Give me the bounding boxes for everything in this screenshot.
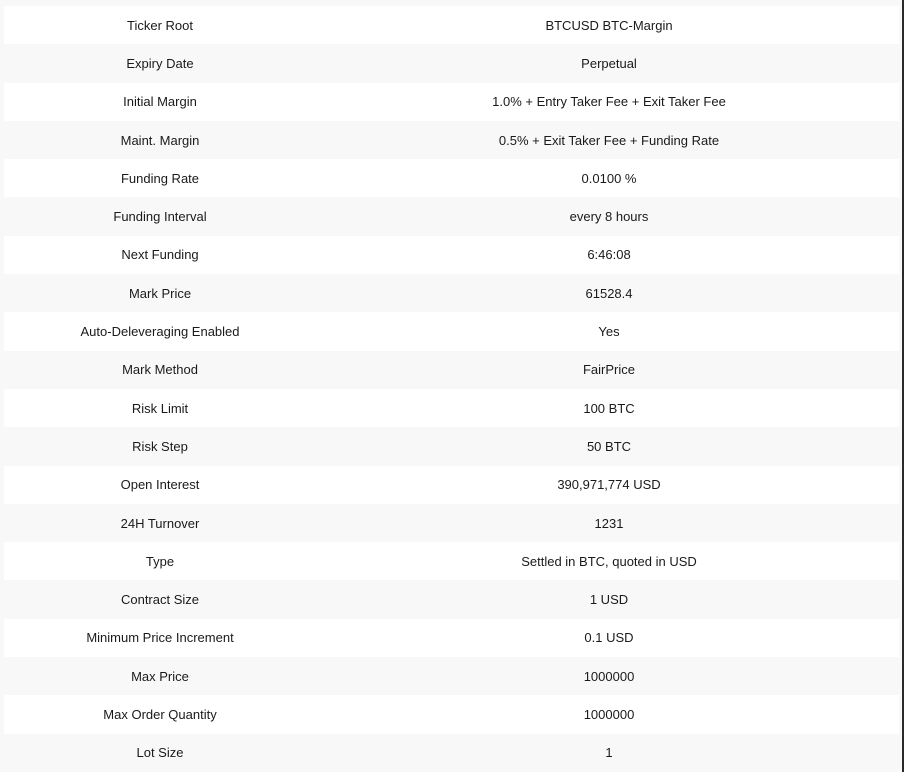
table-row	[4, 734, 899, 772]
spec-label: Type	[145, 553, 175, 569]
spec-label: Maint. Margin	[120, 132, 200, 148]
spec-value: 1000000	[583, 706, 635, 722]
table-row	[4, 159, 899, 197]
spec-value: Yes	[598, 324, 620, 340]
spec-label: Lot Size	[136, 745, 184, 761]
spec-label: Next Funding	[121, 247, 199, 263]
spec-label: Risk Step	[132, 438, 188, 454]
spec-label: Ticker Root	[127, 17, 193, 33]
table-row	[4, 274, 899, 312]
spec-value: every 8 hours	[569, 209, 649, 225]
spec-label: 24H Turnover	[120, 515, 200, 531]
spec-label: Contract Size	[120, 592, 200, 608]
spec-value: FairPrice	[582, 362, 635, 378]
spec-label: Risk Limit	[131, 400, 189, 416]
spec-label: Mark Method	[122, 362, 198, 378]
table-row	[4, 695, 899, 733]
spec-label: Max Order Quantity	[103, 706, 217, 722]
spec-value: BTCUSD BTC-Margin	[545, 17, 673, 33]
spec-value: 390,971,774 USD	[557, 477, 661, 493]
spec-value: 1000000	[583, 668, 635, 684]
spec-value: Perpetual	[581, 55, 637, 71]
table-row	[4, 197, 899, 235]
table-row	[4, 580, 899, 618]
spec-value: 61528.4	[585, 285, 633, 301]
spec-value: 6:46:08	[587, 247, 631, 263]
spec-label: Funding Interval	[113, 209, 207, 225]
spec-value: Settled in BTC, quoted in USD	[521, 553, 697, 569]
table-row	[4, 44, 899, 82]
table-row	[4, 504, 899, 542]
spec-label: Open Interest	[120, 477, 200, 493]
table-row	[4, 351, 899, 389]
spec-value: 50 BTC	[586, 438, 632, 454]
table-row	[4, 6, 899, 44]
table-row	[4, 427, 899, 465]
spec-label: Max Price	[131, 668, 189, 684]
spec-value: 100 BTC	[583, 400, 635, 416]
table-row	[4, 83, 899, 121]
spec-label: Mark Price	[128, 285, 192, 301]
table-row	[4, 389, 899, 427]
spec-value: 0.5% + Exit Taker Fee + Funding Rate	[498, 132, 720, 148]
spec-label: Expiry Date	[126, 55, 194, 71]
spec-value: 1	[605, 745, 613, 761]
spec-value: 0.1 USD	[584, 630, 634, 646]
table-row	[4, 657, 899, 695]
table-row	[4, 466, 899, 504]
table-row	[4, 121, 899, 159]
spec-value: 1.0% + Entry Taker Fee + Exit Taker Fee	[492, 94, 726, 110]
spec-value: 1231	[594, 515, 624, 531]
spec-label: Initial Margin	[123, 94, 197, 110]
spec-label: Auto-Deleveraging Enabled	[80, 324, 240, 340]
table-row	[4, 312, 899, 350]
contract-specs-table	[4, 6, 899, 772]
spec-label: Funding Rate	[120, 170, 200, 186]
table-row	[4, 236, 899, 274]
table-row	[4, 542, 899, 580]
spec-value: 0.0100 %	[581, 170, 637, 186]
spec-label: Minimum Price Increment	[86, 630, 234, 646]
table-row	[4, 619, 899, 657]
spec-value: 1 USD	[589, 592, 629, 608]
